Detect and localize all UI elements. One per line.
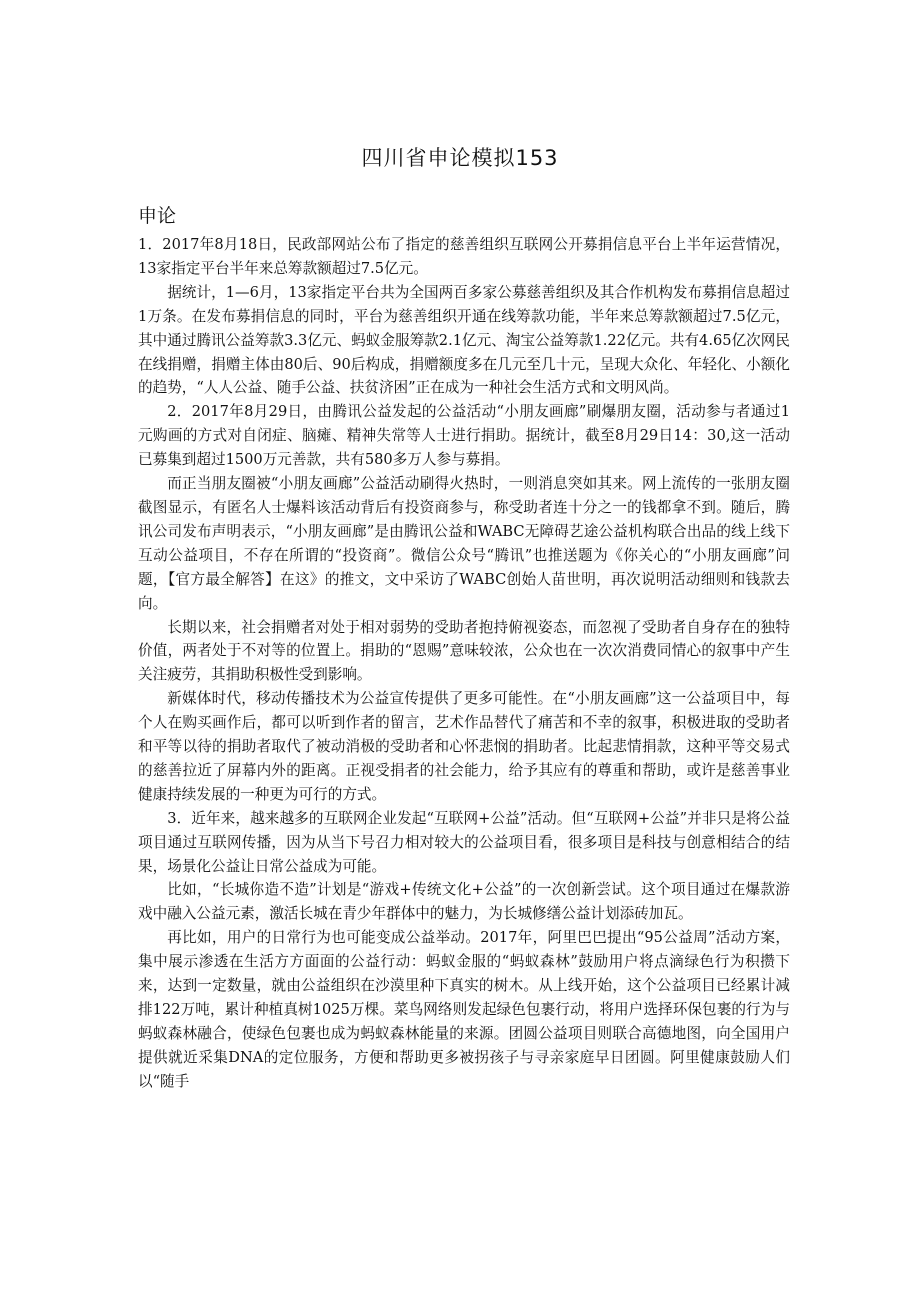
paragraph-7: 3．近年来，越来越多的互联网企业发起“互联网+公益”活动。但“互联网+公益”并非只是将公益项目通过互联网传播，因为从当下号召力相对较大的公益项目看，很多项目是科技与创意相结合的结果，场景化公益让日常公益成为可能。 bbox=[138, 809, 790, 875]
paragraph-4: 而正当朋友圈被“小朋友画廊”公益活动刷得火热时，一则消息突如其来。网上流传的一张朋友圈截图显示，有匿名人士爆料该活动背后有投资商参与，称受助者连十分之一的钱都拿不到。随后，腾讯公司发布声明表示，“小朋友画廊”是由腾讯公益和WABC无障碍艺途公益机构联合出品的线上线下互动公益项目，不存在所谓的“投资商”。微信公众号“腾讯”也推送题为《你关心的“小朋友画廊”问题，【官方最全解答】在这》的推文，文中采访了WABC创始人苗世明，再次说明活动细则和钱款去向。 bbox=[138, 475, 790, 612]
document-title: 四川省申论模拟153 bbox=[361, 146, 559, 170]
paragraph-2: 据统计，1—6月，13家指定平台共为全国两百多家公募慈善组织及其合作机构发布募捐信息超过1万条。在发布募捐信息的同时，平台为慈善组织开通在线筹款功能，半年来总筹款额超过7.5亿元，其中通过腾讯公益筹款3.3亿元、蚂蚁金服筹款2.1亿元、淘宝公益筹款1.22亿元。共有4.65亿次网民在线捐赠，捐赠主体由80后、90后构成，捐赠额度多在几元至几十元，呈现大众化、年轻化、小额化的趋势，“人人公益、随手公益、扶贫济困”正在成为一种社会生活方式和文明风尚。 bbox=[138, 283, 790, 397]
document-body bbox=[138, 233, 790, 1094]
section-heading: 申论 bbox=[138, 205, 177, 227]
paragraph-9: 再比如，用户的日常行为也可能变成公益举动。2017年，阿里巴巴提出“95公益周”活动方案，集中展示渗透在生活方方面面的公益行动：蚂蚁金服的“蚂蚁森林”鼓励用户将点滴绿色行为积攒下来，达到一定数量，就由公益组织在沙漠里种下真实的树木。从上线开始，这个公益项目已经累计减排122万吨，累计种植真树1025万棵。菜鸟网络则发起绿色包裹行动，将用户选择环保包裹的行为与蚂蚁森林融合，使绿色包裹也成为蚂蚁森林能量的来源。团圆公益项目则联合高德地图，向全国用户提供就近采集DNA的定位服务，方便和帮助更多被拐孩子与寻亲家庭早日团圆。阿里健康鼓励人们以“随手 bbox=[138, 929, 790, 1090]
paragraph-6: 新媒体时代，移动传播技术为公益宣传提供了更多可能性。在“小朋友画廊”这一公益项目中，每个人在购买画作后，都可以听到作者的留言，艺术作品替代了痛苦和不幸的叙事，积极进取的受助者和平等以待的捐助者取代了被动消极的受助者和心怀悲悯的捐助者。比起悲情捐款，这种平等交易式的慈善拉近了屏幕内外的距离。正视受捐者的社会能力，给予其应有的尊重和帮助，或许是慈善事业健康持续发展的一种更为可行的方式。 bbox=[138, 690, 790, 803]
paragraph-5: 长期以来，社会捐赠者对处于相对弱势的受助者抱持俯视姿态，而忽视了受助者自身存在的独特价值，两者处于不对等的位置上。捐助的“恩赐”意味较浓，公众也在一次次消费同情心的叙事中产生关注疲劳，其捐助积极性受到影响。 bbox=[138, 618, 790, 684]
paragraph-8: 比如，“长城你造不造”计划是“游戏+传统文化+公益”的一次创新尝试。这个项目通过在爆款游戏中融入公益元素，激活长城在青少年群体中的魅力，为长城修缮公益计划添砖加瓦。 bbox=[138, 881, 790, 923]
paragraph-3: 2．2017年8月29日，由腾讯公益发起的公益活动“小朋友画廊”刷爆朋友圈，活动参与者通过1元购画的方式对自闭症、脑瘫、精神失常等人士进行捐助。据统计，截至8月29日14：30,这一活动已募集到超过1500万元善款，共有580多万人参与募捐。 bbox=[138, 403, 790, 469]
paragraph-1: 1．2017年8月18日，民政部网站公布了指定的慈善组织互联网公开募捐信息平台上半年运营情况，13家指定平台半年来总筹款额超过7.5亿元。 bbox=[138, 236, 790, 277]
